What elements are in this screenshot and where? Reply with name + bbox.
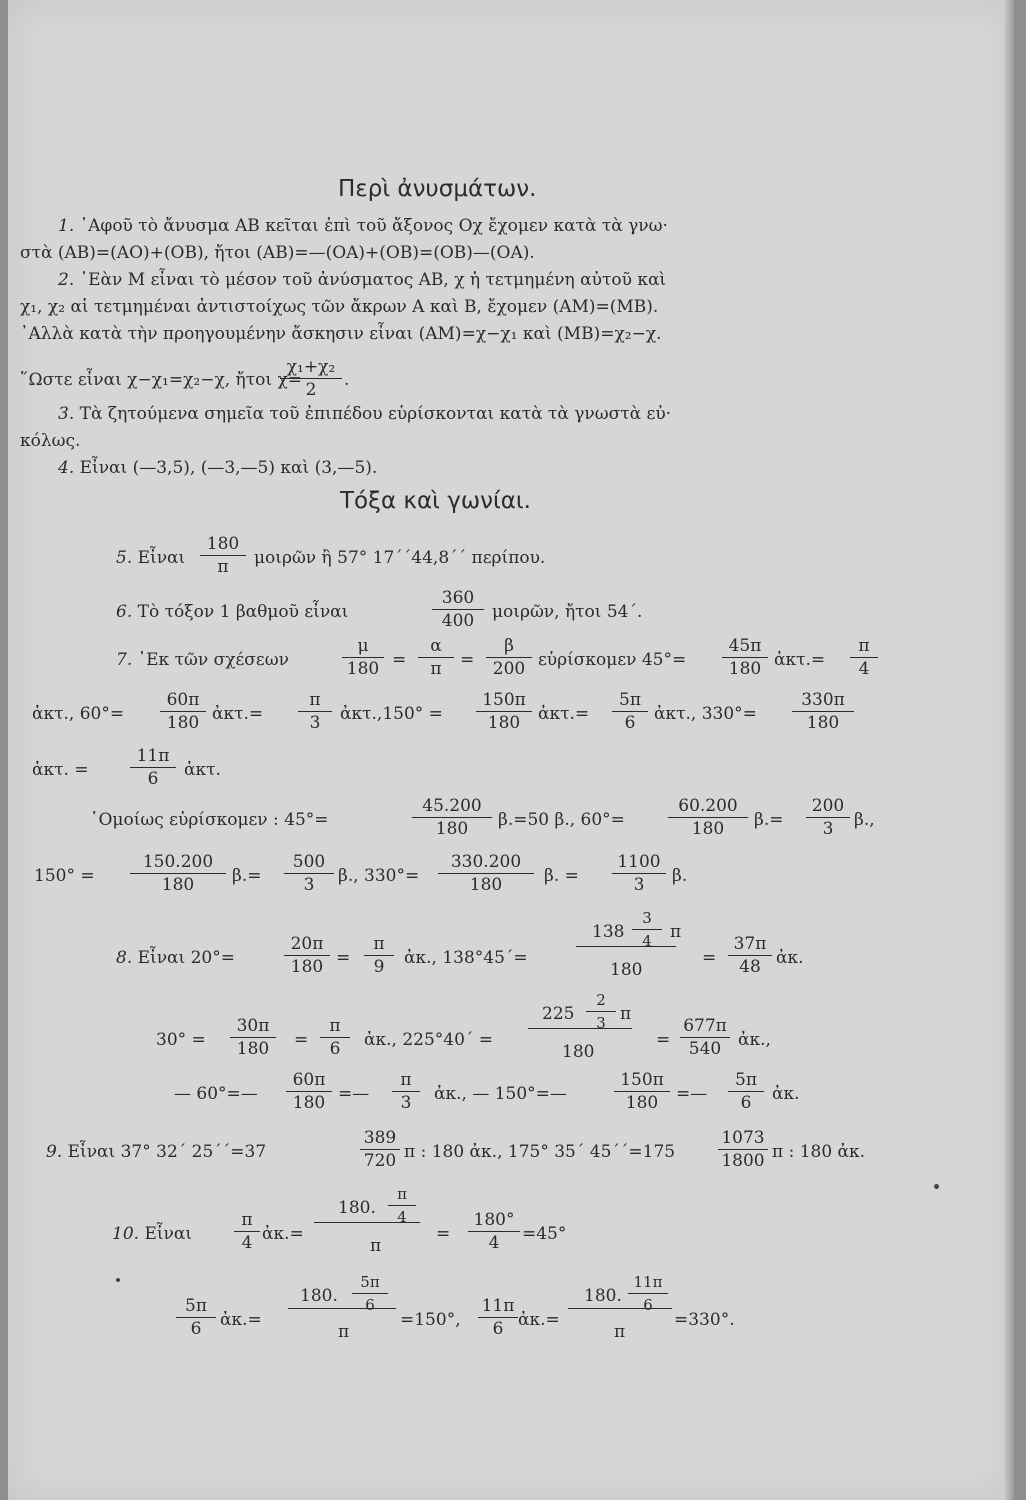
compound-fraction-whole: 180. [338,1198,376,1218]
text: ἀκ., 225°40΄ = [364,1030,494,1050]
numerator: 11π [130,746,176,768]
numerator: 5π [352,1272,388,1294]
fraction [342,636,384,679]
text: = [336,948,351,968]
denominator: 540 [688,1039,722,1059]
numerator: β [486,636,532,658]
denominator: 180 [691,819,725,839]
text: = [294,1030,309,1050]
exercise-number: 2. [58,270,75,290]
numerator: 60π [286,1070,332,1092]
text: ἀκτ., 330°= [654,704,757,724]
exercise-number: 10. [112,1224,140,1244]
denominator: 720 [363,1151,397,1171]
text: π : 180 ἀκ., 175° 35΄ 45΄΄=175 [404,1142,676,1162]
fraction [130,746,176,789]
exercise-1-line-2: στὰ (ΑΒ)=(ΑΟ)+(ΟΒ), ἤτοι (ΑΒ)=—(ΟΑ)+(ΟΒ)=(ΟΒ)—(ΟΑ). [20,243,535,263]
numerator: 11π [478,1296,518,1318]
fraction [438,852,534,895]
text: ἀκτ., 60°= [32,704,125,724]
exercise-4 [58,458,377,478]
fraction [298,690,332,733]
denominator: 180 [625,1093,659,1113]
section-heading-vectors: Περὶ ἀνυσμάτων. [338,176,537,202]
exercise-number: 7. [116,650,133,670]
denominator: 6 [740,1093,752,1113]
text: π : 180 ἀκ. [772,1142,866,1162]
exercise-3-line-1 [58,404,671,424]
denominator: 6 [190,1319,202,1339]
compound-fraction-whole: 180. [300,1286,338,1306]
fraction [612,690,648,733]
numerator: μ [342,636,384,658]
numerator: 30π [230,1016,276,1038]
numerator: 360 [432,588,484,610]
fraction [160,690,206,733]
denominator: 180 [290,957,324,977]
exercise-6 [116,602,348,622]
denominator: 48 [739,957,761,977]
numerator: 37π [728,934,772,956]
denominator: 4 [488,1233,500,1253]
fraction [468,1210,520,1253]
denominator: π [217,557,229,577]
text: = [392,650,407,670]
denominator: 6 [329,1039,341,1059]
denominator: 4 [241,1233,253,1253]
numerator: 45.200 [412,796,492,818]
numerator: π [320,1016,350,1038]
denominator: 6 [365,1296,375,1314]
numerator: 330π [792,690,854,712]
fraction-bar [576,946,676,947]
denominator: 180 [610,960,643,980]
text: ἀκ.= [262,1224,304,1244]
numerator: π [388,1184,416,1206]
text: Εἶναι [137,548,186,568]
fraction [614,1070,670,1113]
numerator: 60π [160,690,206,712]
denominator: 3 [303,875,315,895]
exercise-5 [116,548,185,568]
denominator: 180 [435,819,469,839]
exercise-2-line-1 [58,270,666,290]
fraction [364,934,394,977]
fraction [130,852,226,895]
denominator: π [430,659,442,679]
text: ἀκ. [772,1084,800,1104]
numerator: 5π [176,1296,216,1318]
text: = [702,948,717,968]
text: =150°, [400,1310,461,1330]
denominator: π [338,1322,350,1342]
numerator: 677π [680,1016,730,1038]
fraction-bar [568,1308,672,1309]
denominator: 3 [822,819,834,839]
text: =45° [522,1224,567,1244]
denominator: 180 [469,875,503,895]
fraction [850,636,878,679]
text: 30° = [156,1030,206,1050]
fraction [728,1070,764,1113]
page-edge [1002,0,1014,1500]
denominator: 200 [492,659,526,679]
numerator: π [298,690,332,712]
fraction [718,1128,768,1171]
fraction [432,588,484,631]
denominator: 6 [643,1296,653,1314]
denominator: 180 [806,713,840,733]
exercise-9 [46,1142,266,1162]
numerator: 150.200 [130,852,226,874]
fraction [806,796,850,839]
fraction [476,690,532,733]
text: β. = [544,866,579,886]
compound-fraction-whole: 138 [592,922,625,942]
text: 150° = [34,866,95,886]
numerator: 200 [806,796,850,818]
denominator: 6 [624,713,636,733]
exercise-number: 5. [116,548,133,568]
numerator: π [392,1070,420,1092]
book-page [8,0,1014,1500]
denominator: 180 [728,659,762,679]
fraction [478,1296,518,1339]
fraction [586,990,616,1033]
text: ᾿Εκ τῶν σχέσεων [137,650,289,670]
text: Εἶναι [144,1224,193,1244]
text: . [344,370,350,390]
fraction [284,934,330,977]
exercise-number: 3. [58,404,75,424]
fraction [792,690,854,733]
text: Εἶναι 20°= [137,948,235,968]
denominator: 3 [633,875,645,895]
fraction [392,1070,420,1113]
numerator: 5π [728,1070,764,1092]
fraction [632,908,662,951]
text: =— [676,1084,708,1104]
compound-fraction-whole: 180. [584,1286,622,1306]
denominator: 3 [309,713,321,733]
fraction [612,852,666,895]
numerator: 330.200 [438,852,534,874]
numerator: α [418,636,454,658]
numerator: 150π [476,690,532,712]
numerator: 60.200 [668,796,748,818]
denominator: 400 [441,611,475,631]
fraction [230,1016,276,1059]
denominator: 180 [487,713,521,733]
denominator: 180 [292,1093,326,1113]
numerator: 3 [632,908,662,930]
exercise-2-line-3: ᾿Αλλὰ κατὰ τὴν προηγουμένην ἄσκησιν εἶναι (ΑΜ)=χ−χ₁ καὶ (ΜΒ)=χ₂−χ. [20,324,662,344]
text: ἀκτ.,150° = [340,704,443,724]
numerator: π [364,934,394,956]
fraction-bar [528,1028,632,1029]
numerator: π [850,636,878,658]
fraction [680,1016,730,1059]
text: Τὰ ζητούμενα σημεῖα τοῦ ἐπιπέδου εὑρίσκονται κατὰ τὰ γνωστὰ εὐ· [79,404,672,424]
numerator: 5π [612,690,648,712]
exercise-2-line-2: χ₁, χ₂ αἱ τετμημέναι ἀντιστοίχως τῶν ἄκρων Α καὶ Β, ἔχομεν (ΑΜ)=(ΜΒ). [20,297,659,317]
exercise-10 [112,1224,192,1244]
fraction [176,1296,216,1339]
numerator: 20π [284,934,330,956]
numerator: 500 [284,852,334,874]
denominator: π [614,1322,626,1342]
text: ἀκτ.= [774,650,826,670]
denominator: 4 [642,932,652,950]
fraction [668,796,748,839]
fraction [360,1128,400,1171]
text: ἀκ., 138°45΄= [404,948,528,968]
exercise-number: 6. [116,602,133,622]
exercise-number: 8. [116,948,133,968]
pi-symbol: π [620,1004,632,1024]
text: ἀκ., — 150°=— [434,1084,567,1104]
text: — 60°=— [174,1084,258,1104]
fraction [284,852,334,895]
text: β.=50 β., 60°= [498,810,625,830]
fraction [320,1016,350,1059]
fraction [418,636,454,679]
text: β.= [232,866,262,886]
fraction [234,1210,260,1253]
denominator: π [370,1236,382,1256]
section-heading-arcs-angles: Τόξα καὶ γωνίαι. [340,488,531,514]
exercise-number: 1. [58,216,75,236]
text: μοιρῶν ἢ 57° 17΄΄44,8΄΄ περίπου. [254,548,546,568]
text: = [656,1030,671,1050]
exercise-2-line-4: ῞Ωστε εἶναι χ−χ₁=χ₂−χ, ἤτοι χ= [20,370,302,390]
denominator: 3 [596,1014,606,1032]
text: β. [672,866,688,886]
text: ἀκ. [776,948,804,968]
text: ἀκτ.= [212,704,264,724]
denominator: 180 [161,875,195,895]
numerator: 150π [614,1070,670,1092]
exercise-number: 4. [58,458,75,478]
text: ἀκτ.= [538,704,590,724]
denominator: 180 [236,1039,270,1059]
fraction [412,796,492,839]
numerator: 180° [468,1210,520,1232]
numerator: 1100 [612,852,666,874]
text: =330°. [674,1310,735,1330]
text: = [436,1224,451,1244]
numerator: 2 [586,990,616,1012]
denominator: 1800 [721,1151,765,1171]
text: β., [854,810,875,830]
text: εὑρίσκομεν 45°= [538,650,687,670]
denominator: 6 [492,1319,504,1339]
fraction-bar [314,1222,420,1223]
exercise-8 [116,948,235,968]
text: Εἶναι 37° 32΄ 25΄΄=37 [67,1142,267,1162]
numerator: 1073 [718,1128,768,1150]
text: Εἶναι (—3,5), (—3,—5) καὶ (3,—5). [79,458,378,478]
numerator: 180 [200,534,246,556]
fraction-bar [288,1308,396,1309]
fraction [388,1184,416,1227]
denominator: 180 [562,1042,595,1062]
denominator: 180 [166,713,200,733]
exercise-7 [116,650,289,670]
numerator: χ₁+χ₂ [280,357,342,379]
denominator: 180 [346,659,380,679]
ink-speck [934,1184,939,1189]
fraction [200,534,246,577]
compound-fraction-whole: 225 [542,1004,575,1024]
fraction [728,934,772,977]
denominator: 4 [858,659,870,679]
text: ἀκ.= [518,1310,560,1330]
numerator: 11π [628,1272,668,1294]
text: ἀκτ. [184,760,221,780]
text: ᾿Εὰν Μ εἶναι τὸ μέσον τοῦ ἀνύσματος ΑΒ, χ ἡ τετμημένη αὐτοῦ καὶ [79,270,667,290]
exercise-3-line-2: κόλως. [20,431,81,451]
denominator: 4 [397,1208,407,1226]
fraction [280,357,342,400]
numerator: π [234,1210,260,1232]
text: β.= [754,810,784,830]
fraction [722,636,768,679]
exercise-1-line-1 [58,216,668,236]
text: β., 330°= [338,866,420,886]
denominator: 3 [400,1093,412,1113]
exercise-number: 9. [46,1142,63,1162]
numerator: 389 [360,1128,400,1150]
text: μοιρῶν, ἤτοι 54΄. [492,602,643,622]
similarly-line-1: ῾Ομοίως εὑρίσκομεν : 45°= [90,810,329,830]
denominator: 9 [373,957,385,977]
numerator: 45π [722,636,768,658]
fraction [286,1070,332,1113]
text: ἀκ.= [220,1310,262,1330]
text: ᾿Αφοῦ τὸ ἄνυσμα ΑΒ κεῖται ἐπὶ τοῦ ἄξονος Οχ ἔχομεν κατὰ τὰ γνω· [79,216,668,236]
ink-speck [116,1278,120,1282]
text: ἀκ., [738,1030,771,1050]
denominator: 2 [305,380,317,400]
text: Τὸ τόξον 1 βαθμοῦ εἶναι [137,602,349,622]
denominator: 6 [147,769,159,789]
text: ἀκτ. = [32,760,89,780]
pi-symbol: π [670,922,682,942]
text: = [460,650,475,670]
text: =— [338,1084,370,1104]
fraction [486,636,532,679]
